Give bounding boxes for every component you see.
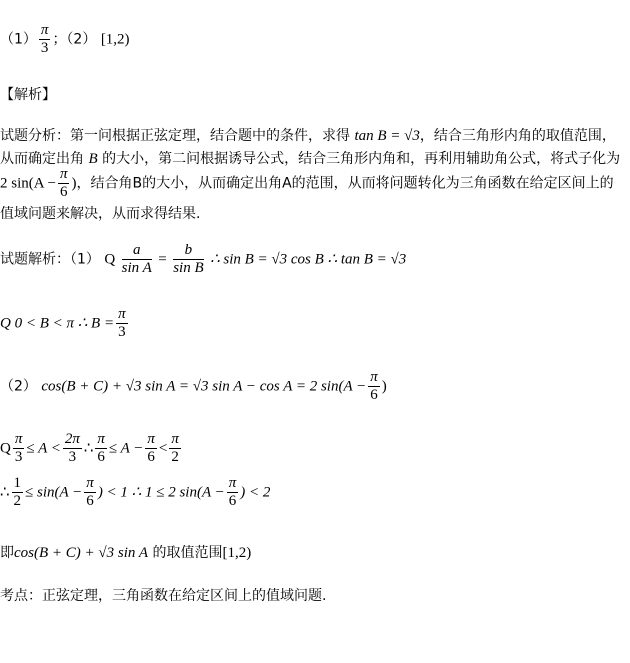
analysis-line-2: [0, 148, 620, 168]
solution-line-2: [0, 306, 130, 341]
math-symbol: Q: [104, 251, 116, 268]
fraction-numerator: 1: [13, 475, 22, 491]
math-expression: ∴ sin B = √3 cos B ∴ tan B = √3: [210, 251, 407, 268]
fraction-numerator: π: [97, 431, 105, 447]
math-expression: ) < 1 ∴ 1 ≤ 2 sin(A −: [97, 484, 225, 501]
solution-text: 即: [0, 545, 14, 561]
analysis-text: ，结合角B的大小，从而确定出角A的范围，从而将问题转化为三角函数在给定区间上的: [76, 175, 614, 192]
math-expression: ) < 2: [240, 484, 271, 501]
fraction-numerator: π: [118, 306, 126, 322]
math-fraction: [95, 431, 107, 466]
math-expression: 2 sin(A −: [0, 175, 56, 192]
solution-line-4: [0, 431, 183, 466]
math-paren: ): [71, 175, 77, 192]
fraction-denominator: 6: [59, 184, 68, 200]
math-expression: ≤ sin(A −: [25, 484, 83, 501]
fraction-denominator: 3: [40, 40, 49, 56]
answer-part1-label: （1）: [0, 31, 37, 48]
fraction-denominator: 6: [370, 387, 378, 403]
fraction-denominator: 2: [13, 493, 22, 509]
fraction-denominator: 6: [86, 493, 94, 509]
fraction-denominator: 6: [97, 449, 105, 465]
math-expression: Q 0 < B < π ∴ B =: [0, 315, 115, 332]
fraction-denominator: 3: [118, 324, 126, 340]
analysis-line-1: [0, 125, 616, 145]
fraction-numerator: π: [40, 22, 49, 38]
answer-part2: [1,2): [100, 31, 130, 48]
math-fraction: [12, 475, 24, 510]
fraction-denominator: sin A: [121, 260, 152, 276]
fraction-denominator: sin B: [173, 260, 204, 276]
answer-fraction: [39, 22, 51, 57]
fraction-numerator: b: [173, 242, 203, 260]
math-expression: ≤ A <: [26, 440, 61, 457]
math-fraction: [58, 166, 70, 201]
analysis-line-4: 值域问题来解决，从而求得结果.: [0, 206, 201, 222]
fraction-numerator: π: [147, 431, 155, 447]
math-paren: ): [381, 378, 387, 395]
solution-line-1: [0, 242, 406, 277]
fraction-numerator: π: [228, 475, 237, 491]
solution-text: 的取值范围: [152, 545, 223, 561]
fraction-numerator: a: [122, 242, 152, 260]
math-interval: [1,2): [222, 545, 252, 561]
math-symbol: Q: [0, 440, 11, 457]
analysis-text: ，结合三角形内角的取值范围，: [419, 128, 616, 144]
solution-line-3: [0, 369, 387, 404]
solution-label: 试题解析：（1）: [0, 251, 100, 268]
answer-line: [0, 22, 130, 57]
fraction-numerator: π: [171, 431, 179, 447]
kaodian-line: 考点：正弦定理，三角函数在给定区间上的值域问题.: [0, 588, 327, 604]
solution-label: （2）: [0, 378, 37, 395]
math-fraction: [145, 431, 157, 466]
math-symbol: <: [158, 440, 168, 457]
analysis-text: 的大小，第二问根据诱导公式，结合三角形内角和，再利用辅助角公式，将式子化为: [102, 151, 621, 167]
math-expression: cos(B + C) + √3 sin A = √3 sin A − cos A = 2 sin(A −: [41, 378, 367, 395]
math-fraction: [63, 431, 82, 466]
math-symbol: =: [158, 251, 167, 268]
analysis-line-3: [0, 166, 614, 201]
fraction-numerator: 2π: [64, 431, 80, 447]
fraction-numerator: π: [14, 431, 23, 447]
math-fraction: [13, 431, 25, 466]
math-fraction: [122, 242, 152, 277]
analysis-heading: 【解析】: [0, 87, 56, 103]
analysis-text: 试题分析：第一问根据正弦定理，结合题中的条件，求得: [0, 128, 350, 144]
math-fraction: [169, 431, 181, 466]
math-symbol: ∴: [0, 484, 10, 501]
math-fraction: [116, 306, 128, 341]
math-variable: B: [88, 151, 98, 167]
fraction-numerator: π: [86, 475, 94, 491]
fraction-denominator: 2: [171, 449, 179, 465]
math-fraction: [84, 475, 96, 510]
fraction-numerator: π: [370, 369, 378, 385]
math-symbol: ∴: [83, 440, 94, 457]
solution-line-6: [0, 542, 251, 562]
math-fraction: [368, 369, 380, 404]
fraction-denominator: 6: [147, 449, 155, 465]
fraction-denominator: 3: [68, 449, 77, 465]
math-expression: cos(B + C) + √3 sin A: [14, 545, 149, 561]
fraction-numerator: π: [59, 166, 68, 182]
fraction-denominator: 6: [228, 493, 237, 509]
math-expression: tan B = √3: [354, 128, 420, 144]
math-expression: ≤ A −: [108, 440, 144, 457]
solution-line-5: [0, 475, 270, 510]
answer-separator: ；（2）: [52, 31, 97, 48]
fraction-denominator: 3: [14, 449, 23, 465]
math-fraction: [227, 475, 239, 510]
math-fraction: [173, 242, 203, 277]
analysis-text: 从而确定出角: [0, 151, 84, 167]
